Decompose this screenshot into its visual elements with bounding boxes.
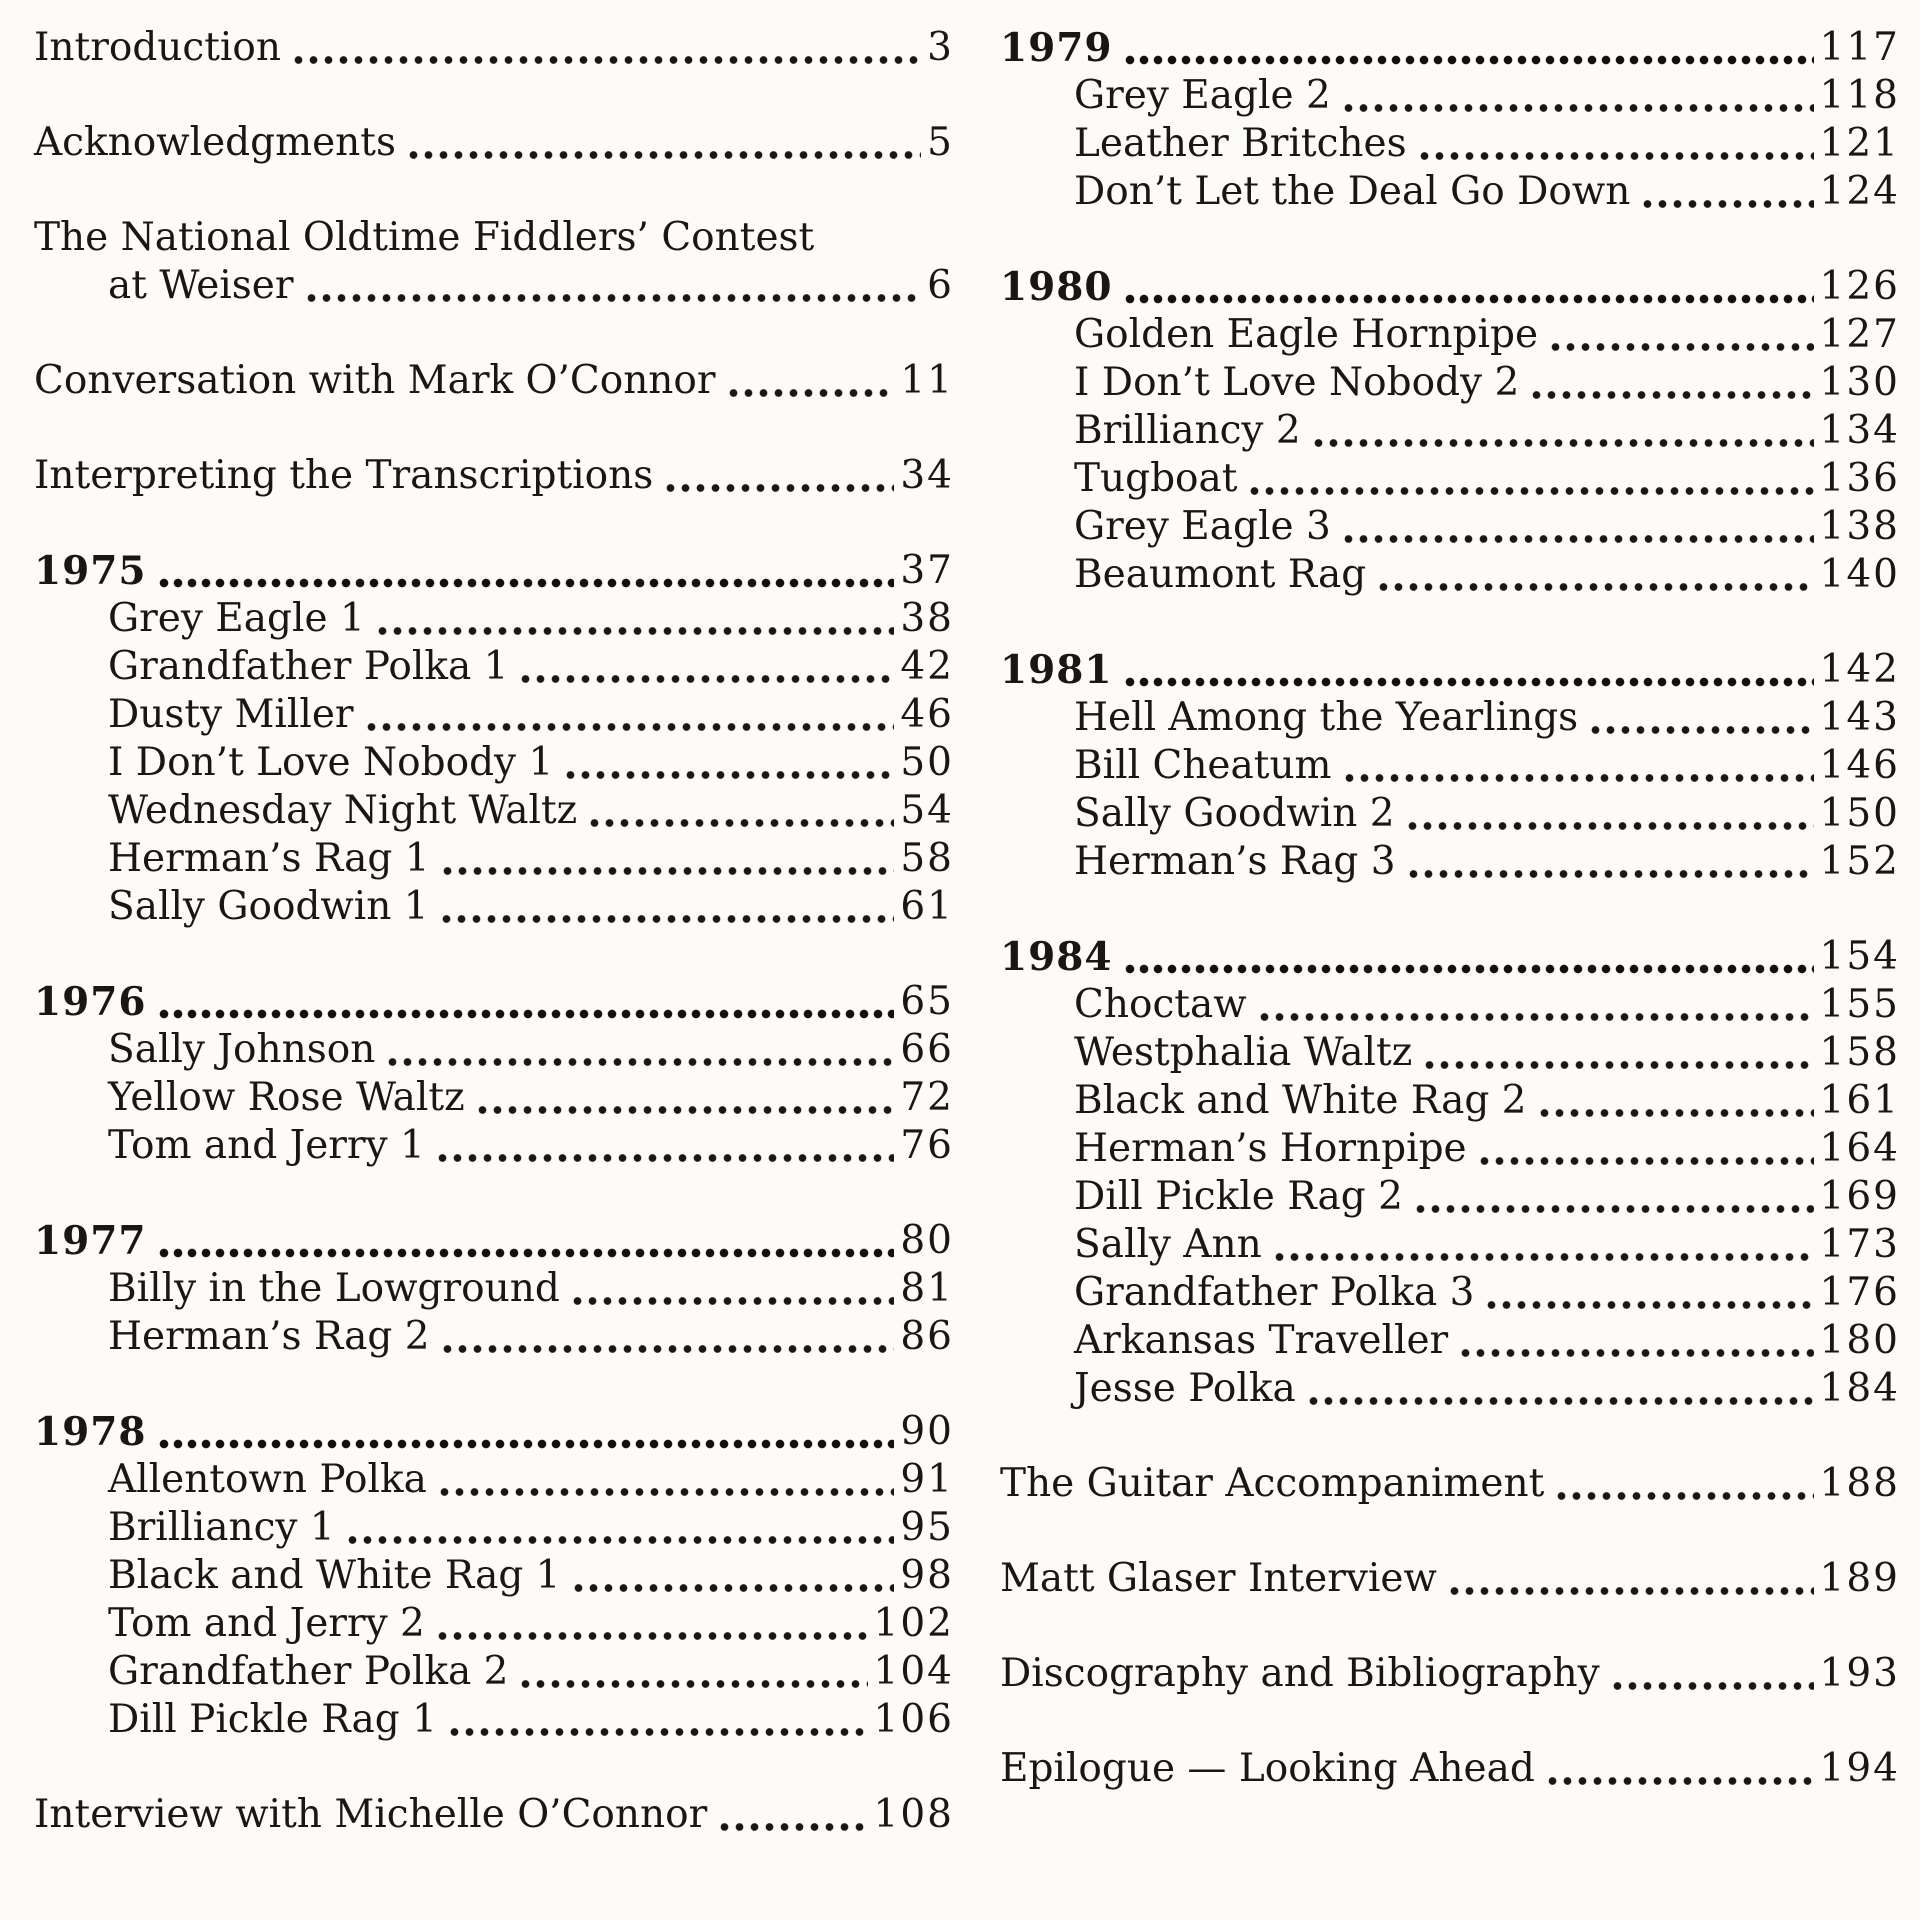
page-number: 98 [900,1553,954,1598]
dot-leader [1417,120,1814,168]
toc-block [34,978,954,1170]
toc-year-entry [1000,263,1900,311]
dot-leader [157,1217,895,1265]
toc-entry [1000,838,1900,886]
toc-entry [1000,311,1900,359]
dot-leader [726,357,895,405]
page-number: 5 [927,120,954,165]
page-number: 164 [1819,1126,1900,1171]
entry-label: Choctaw [1074,982,1247,1027]
entry-label: Sally Goodwin 1 [108,884,429,929]
entry-label: Tom and Jerry 1 [108,1123,425,1168]
page-number: 3 [927,25,954,70]
page-number: 6 [927,263,954,308]
entry-label: Herman’s Rag 3 [1074,839,1396,884]
dot-leader [1529,359,1813,407]
entry-label: Brilliancy 1 [108,1505,335,1550]
entry-label: Don’t Let the Deal Go Down [1074,169,1631,214]
toc-entry [1000,359,1900,407]
page-number: 130 [1819,360,1900,405]
entry-label: Conversation with Mark O’Connor [34,358,716,403]
entry-label: Discography and Bibliography [1000,1651,1600,1696]
page-number: 134 [1819,408,1900,453]
entry-label: Dill Pickle Rag 2 [1074,1174,1403,1219]
entry-label: Dill Pickle Rag 1 [108,1697,437,1742]
dot-leader [157,1408,895,1456]
toc-block [1000,24,1900,216]
entry-label: Tugboat [1074,456,1238,501]
entry-label: Leather Britches [1074,121,1407,166]
entry-label: Interpreting the Transcriptions [34,453,654,498]
toc-entry [34,1648,954,1696]
page-number: 54 [900,788,954,833]
page-number: 180 [1819,1318,1900,1363]
toc-entry [34,119,954,167]
toc-year-entry [1000,24,1900,72]
entry-label: Grey Eagle 2 [1074,73,1331,118]
toc-year-entry [34,1408,954,1456]
toc-column-left [34,24,954,1886]
page-number: 37 [900,548,954,593]
dot-leader [435,1122,895,1170]
dot-leader [1545,1745,1814,1793]
entry-label: 1977 [34,1218,147,1264]
page-number: 140 [1819,552,1900,597]
toc-entry [1000,1365,1900,1413]
toc-block [34,214,954,310]
dot-leader [1306,1365,1814,1413]
page-number: 42 [900,644,954,689]
entry-label: Yellow Rose Waltz [108,1075,465,1120]
dot-leader [1247,455,1813,503]
toc-entry [34,883,954,931]
toc-entry [34,262,954,310]
page-number: 126 [1819,264,1900,309]
entry-label: Jesse Polka [1074,1366,1296,1411]
toc-entry [34,1504,954,1552]
entry-label: Grandfather Polka 1 [108,644,509,689]
dot-leader [1405,790,1814,838]
toc-entry [34,1456,954,1504]
entry-label: 1979 [1000,25,1113,71]
dot-leader [563,739,894,787]
toc-entry [34,1552,954,1600]
entry-label: Allentown Polka [108,1457,427,1502]
page-number: 152 [1819,839,1900,884]
dot-leader [1376,551,1813,599]
page-number: 158 [1819,1030,1900,1075]
toc-entry [34,1026,954,1074]
entry-label: 1976 [34,979,147,1025]
entry-label: Hell Among the Yearlings [1074,695,1579,740]
page-number: 50 [900,740,954,785]
entry-label: I Don’t Love Nobody 1 [108,740,554,785]
entry-label: Billy in the Lowground [108,1266,560,1311]
dot-leader [1406,838,1814,886]
toc-entry [1000,407,1900,455]
toc-block [34,1791,954,1839]
page-number: 127 [1819,312,1900,357]
entry-label: 1981 [1000,647,1113,693]
dot-leader [1272,1221,1814,1269]
dot-leader [291,24,921,72]
page-number: 138 [1819,504,1900,549]
toc-year-entry [1000,646,1900,694]
toc-entry [1000,1317,1900,1365]
entry-label: Sally Johnson [108,1027,376,1072]
toc-entry [34,214,954,262]
page-number: 80 [900,1218,954,1263]
dot-leader [1123,646,1814,694]
entry-label: Tom and Jerry 2 [108,1601,425,1646]
toc-entry [34,595,954,643]
page-number: 142 [1819,647,1900,692]
page-number: 106 [873,1697,954,1742]
dot-leader [1548,311,1814,359]
dot-leader [663,452,894,500]
entry-label: Acknowledgments [34,120,396,165]
entry-label: Black and White Rag 1 [108,1553,561,1598]
entry-label: Sally Ann [1074,1222,1262,1267]
page-number: 121 [1819,121,1900,166]
page-number: 136 [1819,456,1900,501]
entry-label: Herman’s Rag 2 [108,1314,430,1359]
toc-block [1000,646,1900,886]
dot-leader [345,1504,895,1552]
page-number: 146 [1819,743,1900,788]
toc-entry [1000,742,1900,790]
toc-entry [1000,1029,1900,1077]
page-number: 143 [1819,695,1900,740]
toc-block [34,547,954,931]
toc-entry [1000,1460,1900,1508]
toc-entry [34,691,954,739]
page-number: 117 [1819,25,1900,70]
toc-entry [1000,120,1900,168]
dot-leader [440,835,895,883]
toc-entry [1000,551,1900,599]
dot-leader [406,119,921,167]
toc-entry [1000,1077,1900,1125]
page-number: 58 [900,836,954,881]
toc-entry [34,787,954,835]
dot-leader [518,1648,867,1696]
dot-leader [364,691,895,739]
dot-leader [375,595,895,643]
dot-leader [385,1026,894,1074]
toc-entry [34,1074,954,1122]
toc-entry [34,24,954,72]
entry-label: Herman’s Hornpipe [1074,1126,1467,1171]
toc-block [1000,1650,1900,1698]
toc-entry [1000,168,1900,216]
toc-entry [34,1696,954,1744]
dot-leader [1123,24,1814,72]
entry-label: Grey Eagle 3 [1074,504,1331,549]
entry-label: Dusty Miller [108,692,354,737]
dot-leader [1123,263,1814,311]
toc-entry [1000,455,1900,503]
page-number: 38 [900,596,954,641]
dot-leader [1422,1029,1813,1077]
page-number: 184 [1819,1366,1900,1411]
entry-label: Wednesday Night Waltz [108,788,578,833]
entry-label: Herman’s Rag 1 [108,836,430,881]
dot-leader [717,1791,867,1839]
dot-leader [304,262,922,310]
toc-block [1000,263,1900,599]
toc-entry [34,1265,954,1313]
toc-entry [1000,1221,1900,1269]
page-number: 95 [900,1505,954,1550]
entry-label: Golden Eagle Hornpipe [1074,312,1539,357]
dot-leader [570,1265,895,1313]
dot-leader [157,547,895,595]
dot-leader [435,1600,868,1648]
page-number: 66 [900,1027,954,1072]
dot-leader [1640,168,1813,216]
toc-year-entry [1000,933,1900,981]
page-number: 193 [1819,1651,1900,1696]
page-number: 61 [900,884,954,929]
page-number: 76 [900,1123,954,1168]
entry-label: Bill Cheatum [1074,743,1332,788]
toc-entry [1000,1745,1900,1793]
page-number: 188 [1819,1461,1900,1506]
entry-label: The National Oldtime Fiddlers’ Contest [34,215,815,260]
toc-column-right [1000,24,1900,1886]
page-number: 11 [900,358,954,403]
page-number: 150 [1819,791,1900,836]
toc-entry [1000,503,1900,551]
toc-block [34,24,954,72]
page-number: 155 [1819,982,1900,1027]
toc-year-entry [34,547,954,595]
toc-entry [34,643,954,691]
dot-leader [475,1074,895,1122]
toc-entry [1000,1555,1900,1603]
page-number: 169 [1819,1174,1900,1219]
dot-leader [1458,1317,1813,1365]
entry-label: The Guitar Accompaniment [1000,1461,1545,1506]
dot-leader [1413,1173,1814,1221]
toc-block [1000,933,1900,1413]
toc-block [34,357,954,405]
toc-entry [34,835,954,883]
entry-label: 1975 [34,548,147,594]
dot-leader [1341,503,1814,551]
page-number: 194 [1819,1746,1900,1791]
dot-leader [1311,407,1814,455]
page-number: 102 [873,1601,954,1646]
entry-label: 1980 [1000,264,1113,310]
page-number: 90 [900,1409,954,1454]
page-number: 91 [900,1457,954,1502]
page-number: 81 [900,1266,954,1311]
dot-leader [571,1552,895,1600]
entry-label: Sally Goodwin 2 [1074,791,1395,836]
page-number: 34 [900,453,954,498]
dot-leader [439,883,895,931]
dot-leader [1123,933,1814,981]
toc-block [34,1408,954,1744]
entry-label: Interview with Michelle O’Connor [34,1792,708,1837]
page-number: 154 [1819,934,1900,979]
dot-leader [1342,742,1814,790]
dot-leader [518,643,894,691]
toc-entry [34,357,954,405]
entry-label: at Weiser [108,263,294,308]
dot-leader [1610,1650,1814,1698]
toc-block [34,1217,954,1361]
toc-entry [1000,1173,1900,1221]
dot-leader [1554,1460,1813,1508]
entry-label: Beaumont Rag [1074,552,1367,597]
entry-label: Brilliancy 2 [1074,408,1301,453]
toc-entry [34,1313,954,1361]
page-number: 46 [900,692,954,737]
toc-entry [34,452,954,500]
toc-entry [1000,790,1900,838]
toc-entry [1000,1269,1900,1317]
page-number: 173 [1819,1222,1900,1267]
dot-leader [1447,1555,1814,1603]
entry-label: Arkansas Traveller [1074,1318,1449,1363]
entry-label: Grandfather Polka 2 [108,1649,509,1694]
entry-label: Introduction [34,25,281,70]
entry-label: Epilogue — Looking Ahead [1000,1746,1535,1791]
dot-leader [1257,981,1814,1029]
toc-block [34,452,954,500]
page-number: 108 [873,1792,954,1837]
dot-leader [440,1313,895,1361]
dot-leader [1588,694,1813,742]
entry-label: Westphalia Waltz [1074,1030,1413,1075]
toc-year-entry [34,1217,954,1265]
entry-label: 1978 [34,1409,147,1455]
page-number: 72 [900,1075,954,1120]
dot-leader [157,978,895,1026]
entry-label: 1984 [1000,934,1113,980]
toc-entry [34,1122,954,1170]
toc-entry [1000,1125,1900,1173]
toc-block [1000,1555,1900,1603]
entry-label: Matt Glaser Interview [1000,1556,1437,1601]
toc-entry [1000,981,1900,1029]
page-number: 65 [900,979,954,1024]
page-number: 176 [1819,1270,1900,1315]
toc-entry [34,1600,954,1648]
dot-leader [1484,1269,1813,1317]
dot-leader [437,1456,895,1504]
page-number: 124 [1819,169,1900,214]
entry-label: Black and White Rag 2 [1074,1078,1527,1123]
toc-entry [34,739,954,787]
toc-block [1000,1460,1900,1508]
toc-entry [1000,72,1900,120]
page-number: 118 [1819,73,1900,118]
page-number: 86 [900,1314,954,1359]
toc-year-entry [34,978,954,1026]
dot-leader [587,787,894,835]
dot-leader [1477,1125,1814,1173]
page-number: 104 [873,1649,954,1694]
toc-entry [34,1791,954,1839]
dot-leader [1341,72,1814,120]
page-number: 189 [1819,1556,1900,1601]
dot-leader [1537,1077,1814,1125]
toc-block [34,119,954,167]
toc-entry [1000,694,1900,742]
entry-label: Grandfather Polka 3 [1074,1270,1475,1315]
entry-label: I Don’t Love Nobody 2 [1074,360,1520,405]
entry-label: Grey Eagle 1 [108,596,365,641]
page-number: 161 [1819,1078,1900,1123]
toc-block [1000,1745,1900,1793]
toc-entry [1000,1650,1900,1698]
dot-leader [447,1696,868,1744]
